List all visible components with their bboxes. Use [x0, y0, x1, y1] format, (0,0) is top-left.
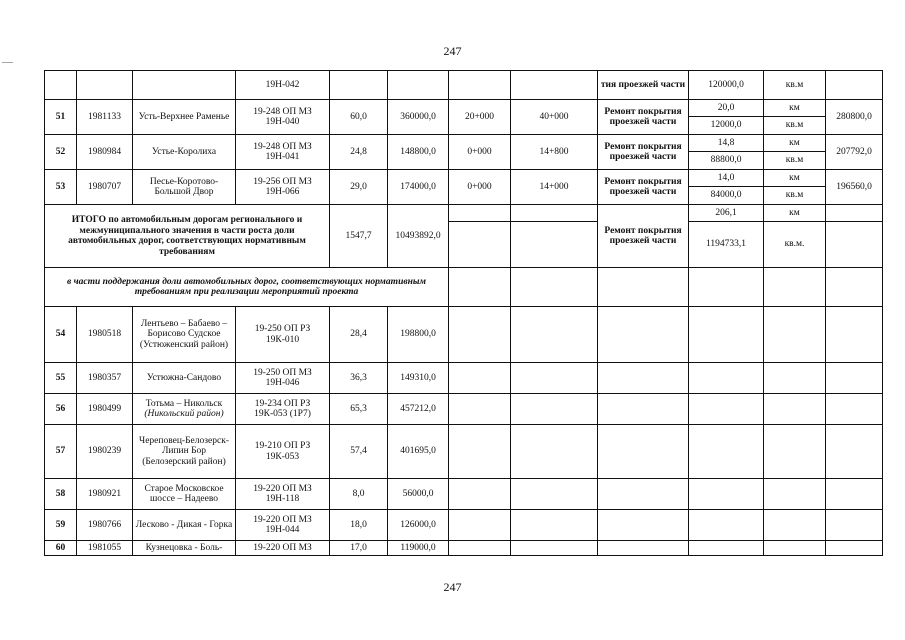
road-code: 19-210 ОП РЗ 19К-053: [236, 425, 330, 479]
quantity: 1194733,1: [689, 222, 764, 268]
table-row: [45, 170, 883, 187]
row-total: 207792,0: [826, 135, 883, 170]
unit: км: [764, 135, 826, 152]
row-number: 51: [45, 100, 77, 135]
section-title: в части поддержания доли автомобильных дорог, соответствующих нормативным требованиям при реализации мероприятий проекта: [45, 268, 449, 307]
table-row: [45, 394, 883, 425]
road-name: Старое Московское шоссе – Надеево: [133, 479, 236, 510]
total-row: [45, 205, 883, 222]
unit: км: [764, 205, 826, 222]
amount: 148800,0: [388, 135, 449, 170]
road-code: 19-256 ОП МЗ 19Н-066: [236, 170, 330, 205]
unit: км: [764, 100, 826, 117]
quantity: 120000,0: [689, 71, 764, 100]
road-id: 1980518: [77, 307, 133, 363]
road-code: 19-220 ОП МЗ: [236, 541, 330, 556]
work-type: Ремонт покрытия проезжей части: [598, 170, 689, 205]
unit: кв.м.: [764, 222, 826, 268]
road-id: 1980984: [77, 135, 133, 170]
page-number-bottom: 247: [443, 580, 462, 594]
row-number: 56: [45, 394, 77, 425]
row-number: 58: [45, 479, 77, 510]
road-name: Усть-Верхнее Раменье: [133, 100, 236, 135]
road-id: 1980357: [77, 363, 133, 394]
quantity: 20,0: [689, 100, 764, 117]
total-amount: 10493892,0: [388, 205, 449, 268]
road-name: Устюжна-Сандово: [133, 363, 236, 394]
amount: 360000,0: [388, 100, 449, 135]
amount: 56000,0: [388, 479, 449, 510]
road-name: Лентьево – Бабаево – Борисово Судское (Устюженский район): [133, 307, 236, 363]
km-to: 14+000: [511, 170, 598, 205]
quantity: 206,1: [689, 205, 764, 222]
road-id: 1981133: [77, 100, 133, 135]
length: 60,0: [330, 100, 388, 135]
unit: кв.м: [764, 152, 826, 170]
road-code: 19-234 ОП РЗ 19К-053 (1Р7): [236, 394, 330, 425]
table-row: [45, 307, 883, 363]
unit: кв.м: [764, 117, 826, 135]
road-code: 19-250 ОП РЗ 19К-010: [236, 307, 330, 363]
road-name: Устье-Королиха: [133, 135, 236, 170]
table-row: [45, 541, 883, 556]
road-name: Череповец-Белозерск-Липин Бор (Белозерский район): [133, 425, 236, 479]
length: 17,0: [330, 541, 388, 556]
quantity: 14,8: [689, 135, 764, 152]
amount: 401695,0: [388, 425, 449, 479]
road-code: 19-248 ОП МЗ 19Н-041: [236, 135, 330, 170]
page-number-top: 247: [443, 44, 462, 58]
road-id: 1980921: [77, 479, 133, 510]
total-label: ИТОГО по автомобильным дорогам регионального и межмуниципального значения в части роста доли автомобильных дорог, соответствующих нормативным требованиям: [45, 205, 330, 268]
km-from: 20+000: [449, 100, 511, 135]
amount: 198800,0: [388, 307, 449, 363]
km-to: 40+000: [511, 100, 598, 135]
work-type: Ремонт покрытия проезжей части: [598, 100, 689, 135]
road-name: Кузнецовка - Боль-: [133, 541, 236, 556]
length: 18,0: [330, 510, 388, 541]
row-number: 54: [45, 307, 77, 363]
row-number: 59: [45, 510, 77, 541]
amount: 119000,0: [388, 541, 449, 556]
roads-table: [44, 70, 883, 556]
road-id: 1980707: [77, 170, 133, 205]
unit: кв.м: [764, 71, 826, 100]
work-type: Ремонт покрытия проезжей части: [598, 205, 689, 268]
unit: кв.м: [764, 187, 826, 205]
road-code: 19-248 ОП МЗ 19Н-040: [236, 100, 330, 135]
road-id: 1981055: [77, 541, 133, 556]
amount: 126000,0: [388, 510, 449, 541]
km-to: 14+800: [511, 135, 598, 170]
amount: 174000,0: [388, 170, 449, 205]
quantity: 88800,0: [689, 152, 764, 170]
row-total: 196560,0: [826, 170, 883, 205]
road-id: 1980766: [77, 510, 133, 541]
row-total: 280800,0: [826, 100, 883, 135]
table-row: [45, 479, 883, 510]
road-id: 1980499: [77, 394, 133, 425]
section-row: [45, 268, 883, 307]
quantity: 12000,0: [689, 117, 764, 135]
road-code: 19-250 ОП МЗ 19Н-046: [236, 363, 330, 394]
unit: км: [764, 170, 826, 187]
length: 29,0: [330, 170, 388, 205]
length: 8,0: [330, 479, 388, 510]
km-from: 0+000: [449, 135, 511, 170]
road-name: Песье-Коротово-Большой Двор: [133, 170, 236, 205]
amount: 457212,0: [388, 394, 449, 425]
work-type: Ремонт покрытия проезжей части: [598, 135, 689, 170]
table-row: [45, 100, 883, 117]
table-row: [45, 510, 883, 541]
row-number: 52: [45, 135, 77, 170]
margin-mark: —: [2, 56, 13, 68]
quantity: 14,0: [689, 170, 764, 187]
length: 65,3: [330, 394, 388, 425]
road-name: Лесково - Дикая - Горка: [133, 510, 236, 541]
amount: 149310,0: [388, 363, 449, 394]
total-length: 1547,7: [330, 205, 388, 268]
table-row: [45, 363, 883, 394]
table-row: [45, 425, 883, 479]
road-code: 19Н-042: [236, 71, 330, 100]
road-id: 1980239: [77, 425, 133, 479]
work-type: тия проезжей части: [598, 71, 689, 100]
row-number: 55: [45, 363, 77, 394]
row-number: 53: [45, 170, 77, 205]
road-code: 19-220 ОП МЗ 19Н-044: [236, 510, 330, 541]
length: 28,4: [330, 307, 388, 363]
length: 24,8: [330, 135, 388, 170]
table-row: [45, 71, 883, 100]
length: 36,3: [330, 363, 388, 394]
row-number: 57: [45, 425, 77, 479]
quantity: 84000,0: [689, 187, 764, 205]
road-name: Тотьма – Никольск (Никольский район): [133, 394, 236, 425]
km-from: 0+000: [449, 170, 511, 205]
road-code: 19-220 ОП МЗ 19Н-118: [236, 479, 330, 510]
table-row: [45, 135, 883, 152]
row-number: 60: [45, 541, 77, 556]
length: 57,4: [330, 425, 388, 479]
